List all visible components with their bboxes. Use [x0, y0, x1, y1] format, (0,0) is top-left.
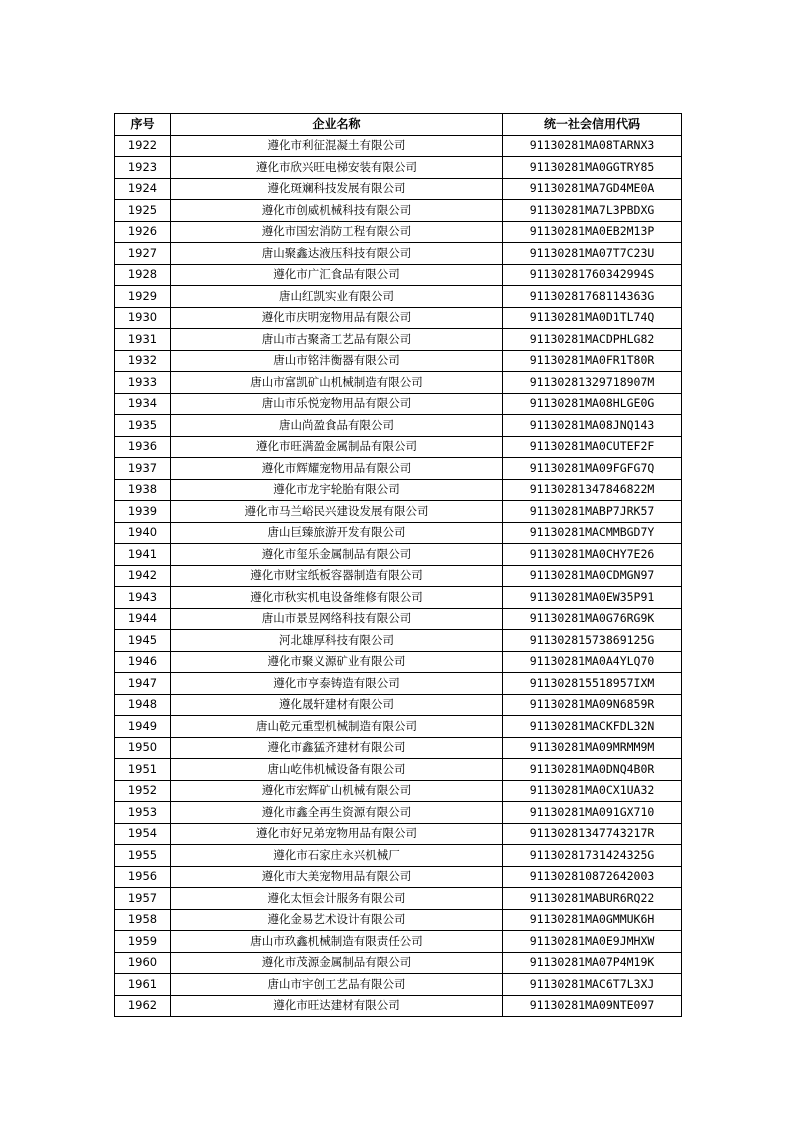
company-name: 唐山市铭沣衡器有限公司 [171, 350, 503, 372]
company-name: 遵化市好兄弟宠物用品有限公司 [171, 823, 503, 845]
row-index: 1950 [115, 737, 171, 759]
credit-code: 91130281329718907M [503, 372, 682, 394]
credit-code: 91130281MA0GGTRY85 [503, 157, 682, 179]
company-name: 遵化市辉耀宠物用品有限公司 [171, 458, 503, 480]
credit-code: 91130281760342994S [503, 264, 682, 286]
table-row [115, 307, 682, 329]
credit-code: 91130281MA0E9JMHXW [503, 931, 682, 953]
credit-code: 91130281087264200З [503, 866, 682, 888]
company-name: 遵化市玺乐金属制品有限公司 [171, 544, 503, 566]
credit-code: 91130281MA0CDMGN97 [503, 565, 682, 587]
table-row [115, 178, 682, 200]
table-row [115, 135, 682, 157]
company-name: 唐山乾元重型机械制造有限公司 [171, 716, 503, 738]
row-index: 1951 [115, 759, 171, 781]
row-index: 1929 [115, 286, 171, 308]
row-index: 1940 [115, 522, 171, 544]
company-name: 唐山市乐悦宠物用品有限公司 [171, 393, 503, 415]
table-row [115, 888, 682, 910]
table-row [115, 759, 682, 781]
table-row [115, 501, 682, 523]
credit-code: 91130281MACKFDL32N [503, 716, 682, 738]
table-row [115, 802, 682, 824]
row-index: 1949 [115, 716, 171, 738]
credit-code: 91130281MA0DNQ4B0R [503, 759, 682, 781]
table-row [115, 157, 682, 179]
credit-code: 91130281MA08JNQ143 [503, 415, 682, 437]
table-row [115, 264, 682, 286]
row-index: 1942 [115, 565, 171, 587]
table-body [115, 135, 682, 1017]
table-row [115, 737, 682, 759]
row-index: 1933 [115, 372, 171, 394]
credit-code: 91130281MA07T7C23U [503, 243, 682, 265]
table-row [115, 243, 682, 265]
company-name: 遵化市亨泰铸造有限公司 [171, 673, 503, 695]
company-name: 唐山市富凯矿山机械制造有限公司 [171, 372, 503, 394]
credit-code: 91130281768114363G [503, 286, 682, 308]
credit-code: 91130281MA0G76RG9K [503, 608, 682, 630]
row-index: 1943 [115, 587, 171, 609]
company-name: 遵化市欣兴旺电梯安装有限公司 [171, 157, 503, 179]
company-name: 遵化市利征混凝土有限公司 [171, 135, 503, 157]
company-name: 遵化市茂源金属制品有限公司 [171, 952, 503, 974]
table-header-row [115, 114, 682, 136]
company-name: 遵化市创威机械科技有限公司 [171, 200, 503, 222]
row-index: 1928 [115, 264, 171, 286]
credit-code: 91130281MACDPHLG82 [503, 329, 682, 351]
row-index: 1922 [115, 135, 171, 157]
credit-code: 91130281MA08HLGE0G [503, 393, 682, 415]
company-name: 遵化市大美宠物用品有限公司 [171, 866, 503, 888]
table-row [115, 286, 682, 308]
table-row [115, 845, 682, 867]
company-name: 遵化市石家庄永兴机械厂 [171, 845, 503, 867]
table-row [115, 415, 682, 437]
row-index: 1959 [115, 931, 171, 953]
credit-code: 91130281MA07P4M19K [503, 952, 682, 974]
company-name: 遵化市鑫猛齐建材有限公司 [171, 737, 503, 759]
company-name: 唐山市玖鑫机械制造有限责任公司 [171, 931, 503, 953]
credit-code: 91130281MA08TARNX3 [503, 135, 682, 157]
row-index: 1956 [115, 866, 171, 888]
company-name: 遵化市国宏消防工程有限公司 [171, 221, 503, 243]
row-index: 1930 [115, 307, 171, 329]
credit-code: 91130281573869125G [503, 630, 682, 652]
company-name: 遵化太恒会计服务有限公司 [171, 888, 503, 910]
company-name: 遵化市龙宇轮胎有限公司 [171, 479, 503, 501]
company-name: 遵化市庆明宠物用品有限公司 [171, 307, 503, 329]
table-row [115, 350, 682, 372]
row-index: 1935 [115, 415, 171, 437]
table-row [115, 866, 682, 888]
table-row [115, 522, 682, 544]
credit-code: 91130281MA0A4YLQ70 [503, 651, 682, 673]
header-index: 序号 [115, 114, 171, 136]
table-row [115, 780, 682, 802]
credit-code: 91130281731424325G [503, 845, 682, 867]
table-row [115, 630, 682, 652]
row-index: 1924 [115, 178, 171, 200]
company-name: 遵化市旺达建材有限公司 [171, 995, 503, 1017]
table-row [115, 931, 682, 953]
table-row [115, 608, 682, 630]
credit-code: 91130281MA09MRMM9M [503, 737, 682, 759]
credit-code: 91130281MABUR6RQ22 [503, 888, 682, 910]
table-row [115, 587, 682, 609]
row-index: 1939 [115, 501, 171, 523]
credit-code: 91130281MA09FGFG7Q [503, 458, 682, 480]
company-name: 遵化市旺满盈金属制品有限公司 [171, 436, 503, 458]
table-row [115, 221, 682, 243]
header-credit-code: 统一社会信用代码 [503, 114, 682, 136]
company-name: 唐山市景昱网络科技有限公司 [171, 608, 503, 630]
row-index: 1957 [115, 888, 171, 910]
row-index: 1938 [115, 479, 171, 501]
table-row [115, 974, 682, 996]
table-row [115, 200, 682, 222]
credit-code: 91130281MA09N6859R [503, 694, 682, 716]
table-row [115, 673, 682, 695]
credit-code: 91130281MA091GX710 [503, 802, 682, 824]
company-name: 唐山巨臻旅游开发有限公司 [171, 522, 503, 544]
credit-code: 91130281MA0D1TL74Q [503, 307, 682, 329]
company-name: 遵化市秋实机电设备维修有限公司 [171, 587, 503, 609]
company-name: 遵化金易艺术设计有限公司 [171, 909, 503, 931]
company-name: 河北雄厚科技有限公司 [171, 630, 503, 652]
row-index: 1932 [115, 350, 171, 372]
company-name: 遵化市马兰峪民兴建设发展有限公司 [171, 501, 503, 523]
table-row [115, 565, 682, 587]
row-index: 1952 [115, 780, 171, 802]
row-index: 1923 [115, 157, 171, 179]
row-index: 1953 [115, 802, 171, 824]
table-row [115, 995, 682, 1017]
credit-code: 91130281MA0GMMUK6H [503, 909, 682, 931]
row-index: 1945 [115, 630, 171, 652]
credit-code: 91130281347743217R [503, 823, 682, 845]
credit-code: 91130281MA0FR1T80R [503, 350, 682, 372]
company-name: 唐山红凯实业有限公司 [171, 286, 503, 308]
company-name: 遵化市财宝纸板容器制造有限公司 [171, 565, 503, 587]
company-name: 唐山尚盈食品有限公司 [171, 415, 503, 437]
company-name: 遵化市聚义源矿业有限公司 [171, 651, 503, 673]
company-name: 唐山市宇创工艺品有限公司 [171, 974, 503, 996]
row-index: 1937 [115, 458, 171, 480]
row-index: 1961 [115, 974, 171, 996]
row-index: 1931 [115, 329, 171, 351]
table-row [115, 436, 682, 458]
row-index: 1941 [115, 544, 171, 566]
row-index: 1936 [115, 436, 171, 458]
credit-code: 91130281MA09NTE097 [503, 995, 682, 1017]
credit-code: 91130281MA7L3PBDXG [503, 200, 682, 222]
row-index: 1948 [115, 694, 171, 716]
company-name: 唐山市古聚斋工艺品有限公司 [171, 329, 503, 351]
table-row [115, 458, 682, 480]
row-index: 1962 [115, 995, 171, 1017]
row-index: 1947 [115, 673, 171, 695]
row-index: 1927 [115, 243, 171, 265]
row-index: 1944 [115, 608, 171, 630]
table-row [115, 952, 682, 974]
table-row [115, 716, 682, 738]
table-row [115, 694, 682, 716]
table-row [115, 329, 682, 351]
company-name: 遵化晟轩建材有限公司 [171, 694, 503, 716]
credit-code: 91130281MA0EW35P91 [503, 587, 682, 609]
table-row [115, 544, 682, 566]
row-index: 1934 [115, 393, 171, 415]
credit-code: 91130281MA0EB2M13P [503, 221, 682, 243]
table-row [115, 372, 682, 394]
company-name: 遵化斑斓科技发展有限公司 [171, 178, 503, 200]
table-row [115, 909, 682, 931]
credit-code: 91130281MAC6T7L3XJ [503, 974, 682, 996]
company-table [114, 113, 682, 1017]
row-index: 1954 [115, 823, 171, 845]
row-index: 1926 [115, 221, 171, 243]
row-index: 1955 [115, 845, 171, 867]
company-name: 遵化市宏辉矿山机械有限公司 [171, 780, 503, 802]
table-row [115, 651, 682, 673]
credit-code: 911302815518957IXM [503, 673, 682, 695]
credit-code: 91130281MA0CX1UA32 [503, 780, 682, 802]
credit-code: 91130281MACMMBGD7Y [503, 522, 682, 544]
company-name: 遵化市广汇食品有限公司 [171, 264, 503, 286]
credit-code: 91130281347846822M [503, 479, 682, 501]
row-index: 1958 [115, 909, 171, 931]
table-row [115, 823, 682, 845]
table-row [115, 479, 682, 501]
table-row [115, 393, 682, 415]
company-name: 遵化市鑫全再生资源有限公司 [171, 802, 503, 824]
row-index: 1960 [115, 952, 171, 974]
credit-code: 91130281MA0CHY7E26 [503, 544, 682, 566]
credit-code: 91130281MA0CUTEF2F [503, 436, 682, 458]
company-name: 唐山屹伟机械设备有限公司 [171, 759, 503, 781]
row-index: 1946 [115, 651, 171, 673]
company-name: 唐山聚鑫达液压科技有限公司 [171, 243, 503, 265]
row-index: 1925 [115, 200, 171, 222]
header-company-name: 企业名称 [171, 114, 503, 136]
credit-code: 91130281MA7GD4ME0A [503, 178, 682, 200]
credit-code: 91130281MABP7JRK57 [503, 501, 682, 523]
